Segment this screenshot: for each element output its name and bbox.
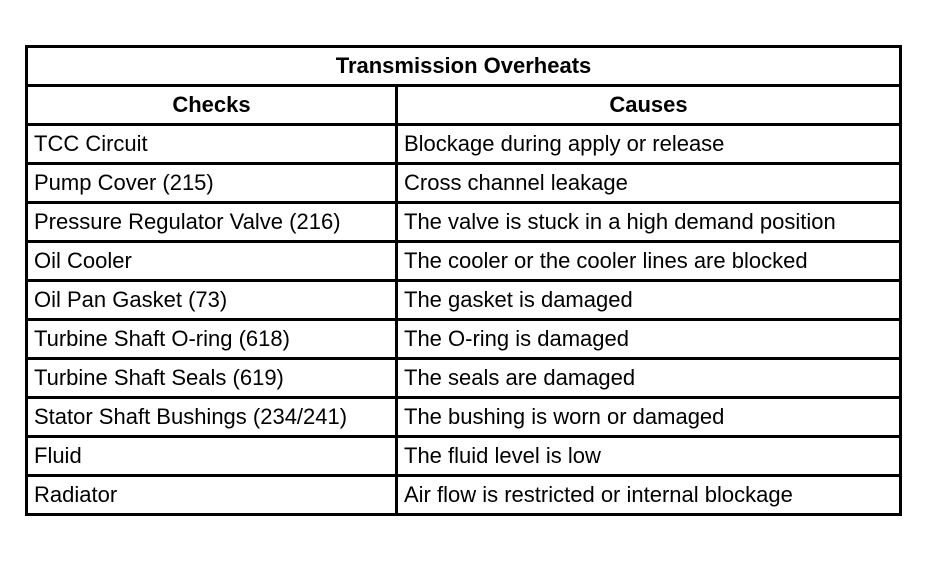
table-row [27, 281, 901, 320]
check-cell: Pressure Regulator Valve (216) [27, 203, 397, 242]
table-row [27, 476, 901, 515]
cause-cell: The fluid level is low [397, 437, 901, 476]
check-cell: Radiator [27, 476, 397, 515]
diagnostic-table [25, 45, 902, 516]
column-header-causes: Causes [397, 86, 901, 125]
table-row [27, 359, 901, 398]
cause-cell: Cross channel leakage [397, 164, 901, 203]
check-cell: TCC Circuit [27, 125, 397, 164]
table-row [27, 242, 901, 281]
cause-cell: Air flow is restricted or internal blockage [397, 476, 901, 515]
cause-cell: The bushing is worn or damaged [397, 398, 901, 437]
check-cell: Stator Shaft Bushings (234/241) [27, 398, 397, 437]
cause-cell: The seals are damaged [397, 359, 901, 398]
cause-cell: The gasket is damaged [397, 281, 901, 320]
table-head [27, 47, 901, 125]
check-cell: Turbine Shaft O-ring (618) [27, 320, 397, 359]
column-header-checks: Checks [27, 86, 397, 125]
table-row [27, 125, 901, 164]
table-row [27, 398, 901, 437]
table-row [27, 437, 901, 476]
table-row [27, 164, 901, 203]
title-row [27, 47, 901, 86]
check-cell: Oil Pan Gasket (73) [27, 281, 397, 320]
check-cell: Oil Cooler [27, 242, 397, 281]
check-cell: Fluid [27, 437, 397, 476]
cause-cell: The valve is stuck in a high demand position [397, 203, 901, 242]
cause-cell: Blockage during apply or release [397, 125, 901, 164]
check-cell: Turbine Shaft Seals (619) [27, 359, 397, 398]
cause-cell: The cooler or the cooler lines are blocked [397, 242, 901, 281]
table-body [27, 125, 901, 515]
cause-cell: The O-ring is damaged [397, 320, 901, 359]
table-row [27, 203, 901, 242]
table-title: Transmission Overheats [27, 47, 901, 86]
check-cell: Pump Cover (215) [27, 164, 397, 203]
header-row [27, 86, 901, 125]
table-row [27, 320, 901, 359]
